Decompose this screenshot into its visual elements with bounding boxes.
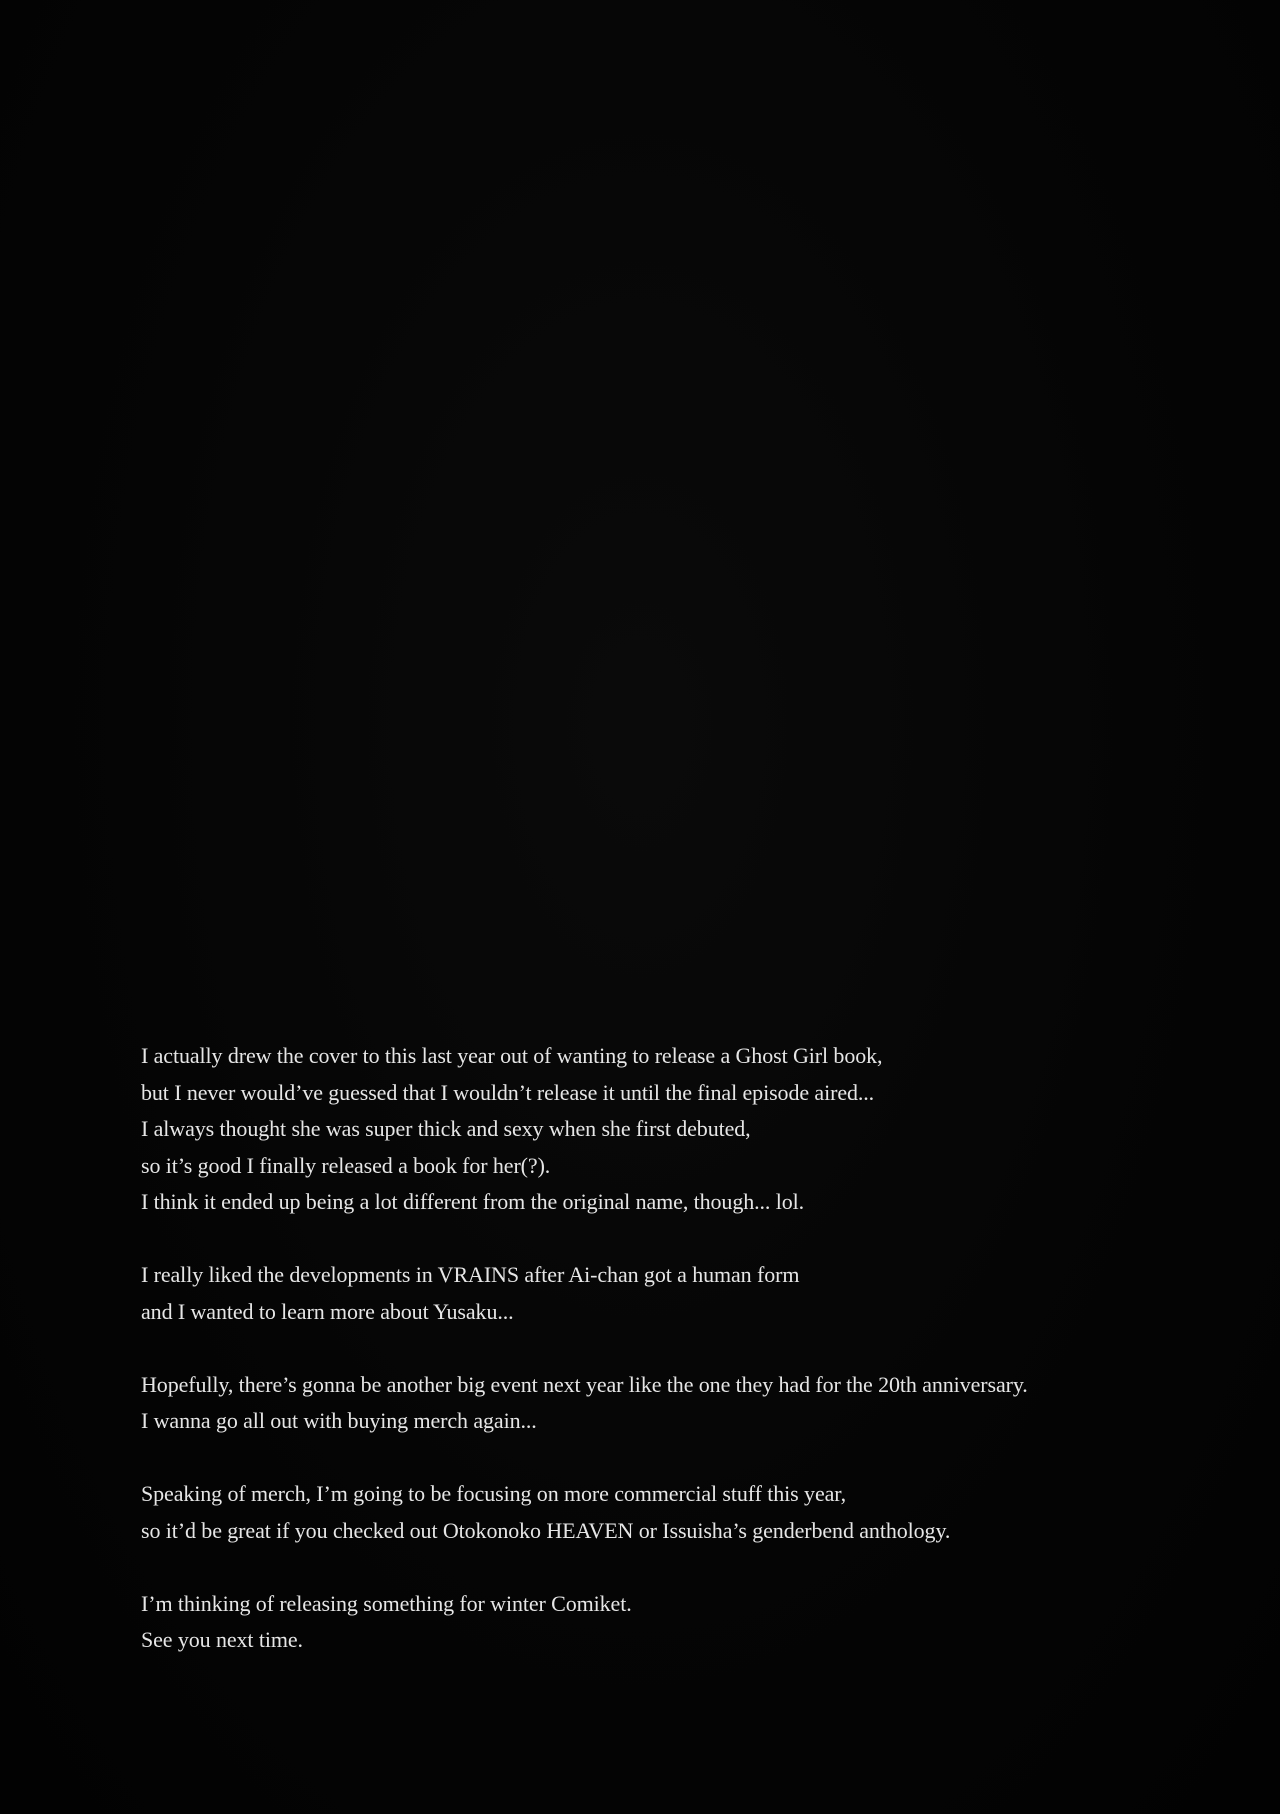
paragraph-vrains — [141, 1257, 1241, 1330]
text-line: I think it ended up being a lot different from the original name, though... lol. — [141, 1189, 805, 1214]
paragraph-merch — [141, 1476, 1241, 1549]
afterword-text — [141, 1038, 1241, 1659]
text-line: I really liked the developments in VRAINS after Ai-chan got a human form — [141, 1262, 800, 1287]
text-line: See you next time. — [141, 1627, 303, 1652]
text-line: I actually drew the cover to this last year out of wanting to release a Ghost Girl book, — [141, 1043, 883, 1068]
text-line: I’m thinking of releasing something for winter Comiket. — [141, 1590, 632, 1616]
text-line: so it’d be great if you checked out Otokonoko HEAVEN or Issuisha’s genderbend anthology. — [141, 1517, 951, 1543]
text-line: Hopefully, there’s gonna be another big event next year like the one they had for the 20th anniversary. — [141, 1371, 1028, 1397]
text-line: Speaking of merch, I’m going to be focusing on more commercial stuff this year, — [141, 1481, 847, 1506]
text-line: and I wanted to learn more about Yusaku... — [141, 1298, 514, 1324]
text-line: but I never would’ve guessed that I wouldn’t release it until the final episode aired... — [141, 1079, 875, 1105]
text-line: I always thought she was super thick and sexy when she first debuted, — [141, 1116, 751, 1141]
paragraph-closing — [141, 1586, 1241, 1659]
text-line: so it’s good I finally released a book for her(?). — [141, 1152, 551, 1178]
text-line: I wanna go all out with buying merch again... — [141, 1408, 537, 1433]
paragraph-cover-story — [141, 1038, 1241, 1221]
paragraph-event — [141, 1367, 1241, 1440]
